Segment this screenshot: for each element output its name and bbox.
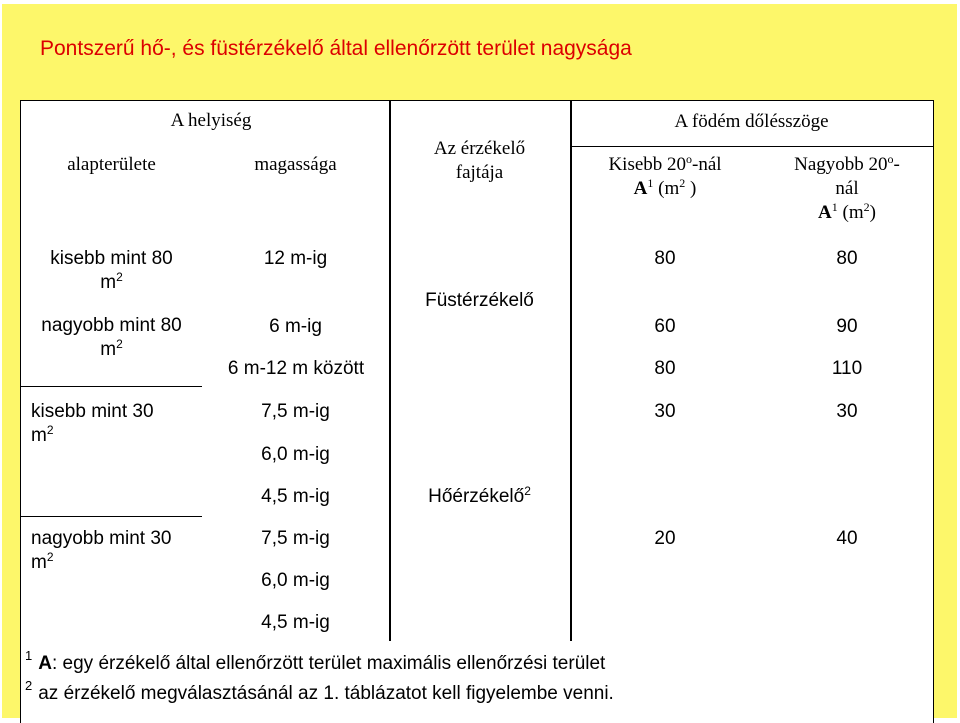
smoke-area-large	[21, 314, 202, 362]
heat-height: 7,5 m-ig	[261, 528, 330, 549]
header-slope: A födém dőlésszöge	[674, 111, 829, 132]
smoke-value-higher: 90	[836, 316, 858, 337]
area-unit: m	[100, 271, 117, 293]
footnote-number: 1	[25, 648, 33, 663]
smoke-value-lower: 60	[654, 316, 676, 337]
header-detector-type-line1: Az érzékelő	[433, 138, 526, 159]
degree-mark: o	[686, 152, 693, 166]
heat-area-large	[31, 527, 172, 575]
heat-height: 4,5 m-ig	[261, 486, 330, 507]
smoke-height: 12 m-ig	[263, 248, 328, 269]
smoke-area-small	[21, 247, 202, 295]
smoke-detector-type: Füstérzékelő	[425, 290, 534, 311]
area-text: kisebb mint 80	[50, 248, 173, 269]
lower-label: Kisebb 20	[608, 154, 687, 175]
heat-value-lower: 20	[654, 528, 676, 549]
detector-table	[20, 100, 934, 723]
area-unit-exp: 2	[46, 422, 54, 437]
heat-value-lower: 30	[654, 401, 676, 422]
smoke-value-higher: 80	[836, 248, 858, 269]
unit-open: (m	[653, 177, 680, 199]
row-divider	[21, 516, 202, 517]
heat-type-label: Hőérzékelő	[428, 486, 525, 507]
higher-label: Nagyobb 20	[794, 154, 888, 175]
area-unit: m	[31, 424, 47, 446]
header-slope-lower	[570, 153, 760, 201]
unit-close: )	[869, 201, 876, 223]
footnote-text: az érzékelő megválasztásánál az 1. táblázatot kell figyelembe venni.	[38, 683, 614, 704]
header-room: A helyiség	[170, 110, 252, 131]
footnote-1	[25, 648, 606, 675]
degree-mark: o	[887, 152, 894, 166]
unit-exp: 2	[863, 199, 870, 214]
unit-open: (m	[837, 201, 864, 223]
footnote-number: 2	[25, 678, 33, 693]
heat-height: 4,5 m-ig	[261, 612, 330, 633]
area-unit-exp: 2	[116, 269, 123, 284]
smoke-height: 6 m-12 m között	[227, 358, 365, 379]
heat-height: 6,0 m-ig	[261, 444, 330, 465]
area-unit-exp: 2	[116, 336, 123, 351]
header-slope-higher	[761, 153, 933, 224]
a-symbol: A	[818, 201, 832, 223]
heat-value-higher: 40	[836, 528, 858, 549]
row-divider	[21, 386, 202, 387]
unit-exp: 2	[679, 175, 686, 190]
row-divider	[570, 146, 933, 147]
heat-detector-type	[389, 485, 570, 509]
lower-label-suffix: -nál	[692, 154, 722, 175]
area-text: kisebb mint 30	[31, 401, 154, 422]
a-symbol: A	[633, 177, 648, 199]
heat-height: 7,5 m-ig	[261, 401, 330, 422]
smoke-height: 6 m-ig	[269, 316, 322, 337]
footnote-ref: 1	[647, 175, 654, 190]
footnote-ref: 2	[524, 484, 531, 498]
footnote-ref: 1	[831, 199, 838, 214]
smoke-value-lower: 80	[654, 248, 676, 269]
smoke-value-lower: 80	[654, 358, 676, 379]
unit-close: )	[685, 177, 697, 199]
footnote-2	[25, 678, 614, 705]
header-detector-type	[389, 137, 570, 185]
heat-value-higher: 30	[836, 401, 858, 422]
smoke-value-higher: 110	[831, 358, 863, 379]
page-title: Pontszerű hő-, és füstérzékelő által ellenőrzött terület nagysága	[40, 37, 632, 60]
footnote-bold-a: A	[38, 653, 52, 674]
footnote-text: : egy érzékelő által ellenőrzött terület maximális ellenőrzési terület	[51, 653, 606, 674]
header-height: magassága	[254, 154, 337, 175]
area-text: nagyobb mint 80	[41, 315, 182, 336]
area-text: nagyobb mint 30	[31, 528, 172, 549]
header-detector-type-line2: fajtája	[455, 161, 504, 183]
area-unit: m	[100, 338, 117, 360]
header-area: alapterülete	[67, 154, 156, 175]
heat-height: 6,0 m-ig	[261, 570, 330, 591]
area-unit-exp: 2	[46, 549, 54, 564]
higher-label-dash: -	[893, 154, 900, 175]
area-unit: m	[31, 551, 47, 573]
heat-area-small	[31, 400, 154, 448]
slide-background	[2, 4, 957, 718]
higher-label-suffix: nál	[835, 177, 859, 199]
